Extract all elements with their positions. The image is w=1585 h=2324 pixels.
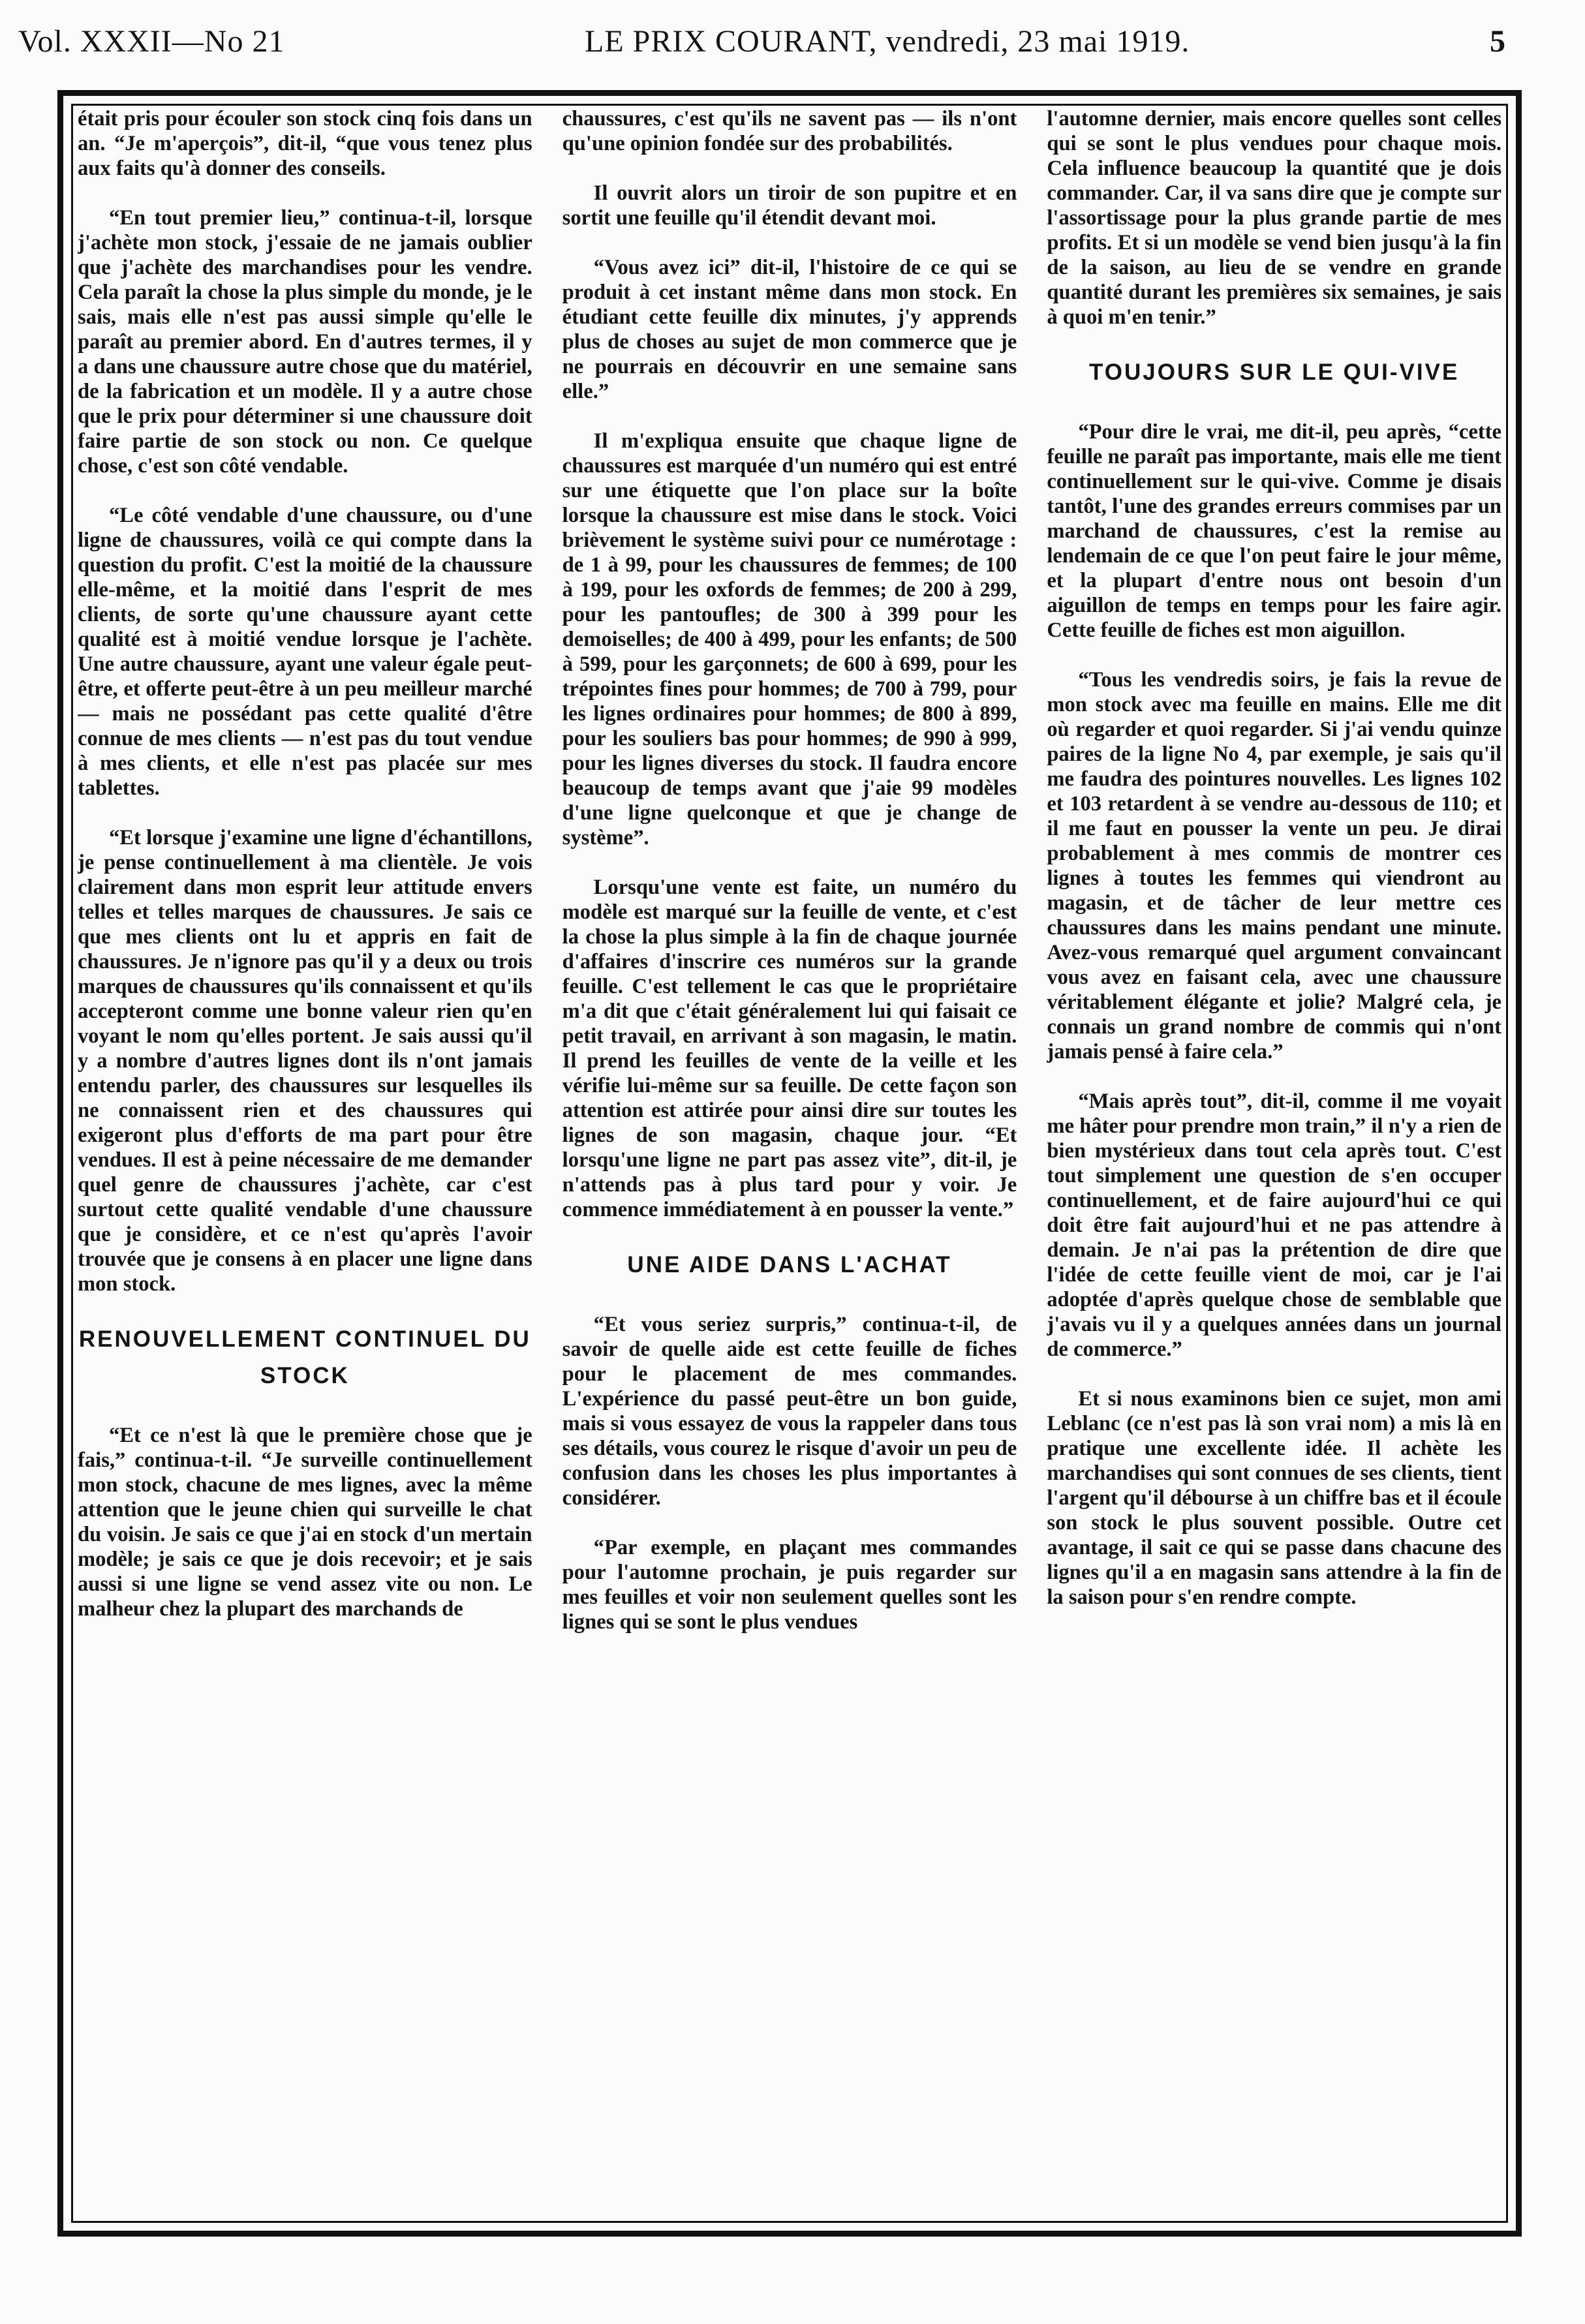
article-frame: [57, 90, 1522, 2237]
publication-title: LE PRIX COURANT, vendredi, 23 mai 1919.: [585, 23, 1190, 59]
paragraph: Il m'expliqua ensuite que chaque ligne de chaussures est marquée d'un numéro qui est entré sur une étiquette que l'on place sur la boîte lorsque la chaussure est mise dans le stock. Voici brièvement le système suivi pour ce numérotage : de 1 à 99, pour les chaussures de femmes; de 100 à 199, pour les oxfords de femmes; de 200 à 299, pour les pantoufles; de 300 à 399 pour les demoiselles; de 400 à 499, pour les enfants; de 500 à 599, pour les garçonnets; de 600 à 699, pour les trépointes fines pour hommes; de 700 à 799, pour les lignes ordinaires pour hommes; de 800 à 899, pour les souliers bas pour hommes; de 990 à 999, pour les lignes diverses du stock. Il faudra encore beaucoup de temps avant que j'aie 99 modèles d'une ligne quelconque et que je change de système”.: [562, 429, 1017, 849]
paragraph: “Mais après tout”, dit-il, comme il me voyait me hâter pour prendre mon train,” il n'y a rien de bien mystérieux dans tout cela après tout. C'est tout simplement une question de s'en occuper continuellement, et de faire aujourd'hui ce qui doit être fait aujourd'hui et ne pas attendre à demain. Je n'ai pas la prétention de dire que l'idée de cette feuille vient de moi, car je l'ai adoptée d'après quelque chose de semblable que j'avais vu il y a quelques années dans un journal de commerce.”: [1047, 1090, 1502, 1361]
volume-number: Vol. XXXII—No 21: [18, 23, 285, 59]
paragraph: chaussures, c'est qu'ils ne savent pas — ils n'ont qu'une opinion fondée sur des probabilités.: [562, 107, 1017, 155]
paragraph: était pris pour écouler son stock cinq fois dans un an. “Je m'aperçois”, dit-il, “que vous tenez plus aux faits qu'à donner des conseils.: [78, 107, 532, 180]
column-3: [1047, 106, 1501, 2215]
paragraph: l'automne dernier, mais encore quelles sont celles qui se sont le plus vendues pour chaque mois. Cela influence beaucoup la quantité que je dois commander. Car, il va sans dire que je compte sur l'assortissage pour la plus grande partie de mes profits. Et si un modèle se vend bien jusqu'à la fin de la saison, au lieu de se vendre en grande quantité durant les premières six semaines, je sais à quoi m'en tenir.”: [1047, 107, 1502, 329]
paragraph: “Et lorsque j'examine une ligne d'échantillons, je pense continuellement à ma clientèle. Je vois clairement dans mon esprit leur attitude envers telles et telles marques de chaussures. Je sais ce que mes clients ont lu et appris en fait de chaussures. Je n'ignore pas qu'il y a deux ou trois marques de chaussures qu'ils connaissent et qu'ils accepteront comme une bonne valeur rien qu'en voyant le nom qu'elles portent. Je sais aussi qu'il y a nombre d'autres lignes dont ils n'ont jamais entendu parler, des chaussures sur lesquelles ils ne connaissent rien et des chaussures qui exigeront plus d'efforts de ma part pour être vendues. Il est à peine nécessaire de me demander quel genre de chaussures j'achète, car c'est surtout cette qualité vendable d'une chaussure que je considère, et ce n'est qu'après l'avoir trouvée que je consens à en placer une ligne dans mon stock.: [78, 826, 532, 1296]
section-heading: RENOUVELLEMENT CONTINUEL DU STOCK: [78, 1326, 531, 1388]
column-1: [78, 106, 532, 2215]
paragraph: “Le côté vendable d'une chaussure, ou d'une ligne de chaussures, voilà ce qui compte dans la question du profit. C'est la moitié de la chaussure elle-même, et la moitié dans l'esprit de mes clients, de sorte qu'une chaussure ayant cette qualité est à moitié vendue lorsque je l'achète. Une autre chaussure, ayant une valeur égale peut-être, et offerte peut-être à un peu meilleur marché — mais ne possédant pas cette qualité d'être connue de mes clients — n'est pas du tout vendue à mes clients, et elle n'est pas placée sur mes tablettes.: [78, 504, 532, 800]
paragraph: “En tout premier lieu,” continua-t-il, lorsque j'achète mon stock, j'essaie de ne jamais oublier que j'achète des marchandises pour les vendre. Cela paraît la chose la plus simple du monde, je le sais, mais elle n'est pas aussi simple qu'elle le paraît au premier abord. En d'autres termes, il y a dans une chaussure autre chose que du matériel, de la fabrication et un modèle. Il y a autre chose que le prix pour déterminer si une chaussure doit faire partie de son stock ou non. Ce quelque chose, c'est son côté vendable.: [78, 206, 532, 478]
paragraph: “Pour dire le vrai, me dit-il, peu après, “cette feuille ne paraît pas importante, mais elle me tient continuellement sur le qui-vive. Comme je disais tantôt, l'une des grandes erreurs commises par un marchand de chaussures, c'est la remise au lendemain de ce que l'on peut faire le jour même, et la plupart d'entre nous ont besoin d'un aiguillon de temps en temps pour les faire agir. Cette feuille de fiches est mon aiguillon.: [1047, 420, 1502, 642]
page-header: [18, 12, 1506, 70]
paragraph: “Tous les vendredis soirs, je fais la revue de mon stock avec ma feuille en mains. Elle me dit où regarder et quoi regarder. Si j'ai vendu quinze paires de la ligne No 4, par exemple, je sais qu'il me faudra des pointures nouvelles. Les lignes 102 et 103 retardent à se vendre au-dessous de 110; et il me faut en pousser la vente un peu. Je dirai probablement à mes commis de montrer ces lignes à toutes les femmes qui viendront au magasin, et de tâcher de leur mettre ces chaussures dans les mains pendant une minute. Avez-vous remarqué quel argument convaincant vous avez en faisant cela, avec une chaussure véritablement élégante et jolie? Malgré cela, je connais un grand nombre de commis qui n'ont jamais pensé à faire cela.”: [1047, 668, 1502, 1063]
page-number: 5: [1489, 23, 1506, 59]
paragraph: Lorsqu'une vente est faite, un numéro du modèle est marqué sur la feuille de vente, et c'est la chose la plus simple à la fin de chaque journée d'affaires d'inscrire ces numéros sur la grande feuille. C'est tellement le cas que le propriétaire m'a dit que c'était généralement lui qui faisait ce petit travail, en arrivant à son magasin, le matin. Il prend les feuilles de vente de la veille et les vérifie lui-même sur sa feuille. De cette façon son attention est attirée pour ainsi dire sur toutes les lignes de son magasin, chaque jour. “Et lorsqu'une ligne ne part pas assez vite”, dit-il, je n'attends pas à plus tard pour y voir. Je commence immédiatement à en pousser la vente.”: [562, 876, 1017, 1221]
article-columns: [78, 106, 1501, 2215]
section-heading: TOUJOURS SUR LE QUI-VIVE: [1089, 359, 1460, 385]
paragraph: “Vous avez ici” dit-il, l'histoire de ce qui se produit à cet instant même dans mon stock. En étudiant cette feuille dix minutes, j'y apprends plus de choses au sujet de mon commerce que je ne pourrais en découvrir en une semaine sans elle.”: [562, 256, 1017, 403]
paragraph: “Et vous seriez surpris,” continua-t-il, de savoir de quelle aide est cette feuille de fiches pour le placement de mes commandes. L'expérience du passé peut-être un bon guide, mais si vous essayez de vous la rappeler dans tous ses détails, vous courez le risque d'avoir un peu de confusion dans les choses les plus importantes à considérer.: [562, 1313, 1017, 1510]
paragraph: Il ouvrit alors un tiroir de son pupitre et en sortit une feuille qu'il étendit devant moi.: [562, 181, 1017, 230]
column-2: [562, 106, 1017, 2215]
paragraph: “Et ce n'est là que le première chose que je fais,” continua-t-il. “Je surveille continuellement mon stock, chacune de mes lignes, avec la même attention que le jeune chien qui surveille le chat du voisin. Je sais ce que j'ai en stock d'un mertain modèle; je sais ce que je dois recevoir; et je sais aussi si une ligne se vend assez vite ou non. Le malheur chez la plupart des marchands de: [78, 1424, 532, 1621]
paragraph: “Par exemple, en plaçant mes commandes pour l'automne prochain, je puis regarder sur mes feuilles et voir non seulement quelles sont les lignes qui se sont le plus vendues: [562, 1536, 1017, 1634]
paragraph: Et si nous examinons bien ce sujet, mon ami Leblanc (ce n'est pas là son vrai nom) a mis là en pratique une excellente idée. Il achète les marchandises qui sont connues de ses clients, tient l'argent qu'il débourse à un chiffre bas et il écoule son stock le plus souvent possible. Outre cet avantage, il sait ce qui se passe dans chacune des lignes qu'il a en magasin sans attendre à la fin de la saison pour s'en rendre compte.: [1047, 1387, 1502, 1609]
section-heading: UNE AIDE DANS L'ACHAT: [627, 1252, 952, 1277]
